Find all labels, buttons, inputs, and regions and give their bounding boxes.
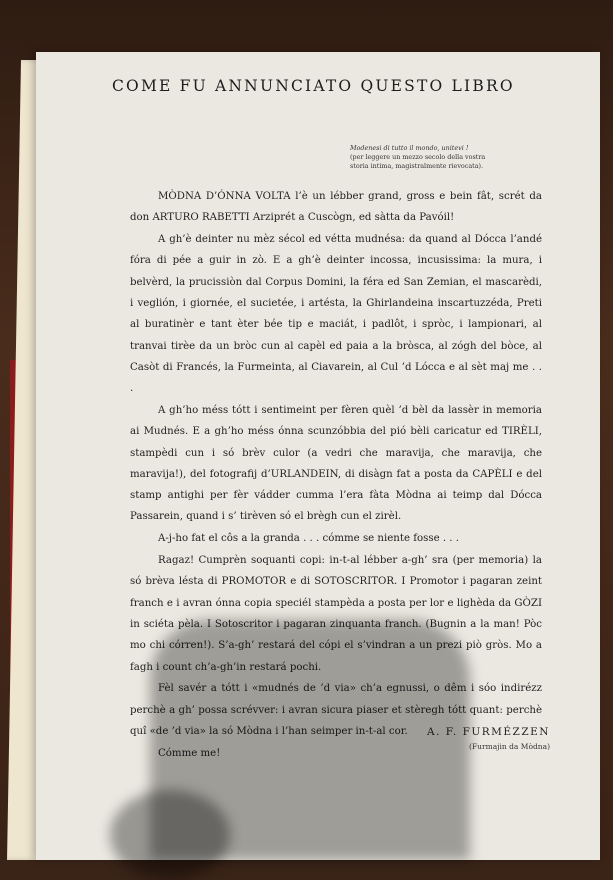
signature-name: A. F. FURMÉZZEN <box>427 726 550 738</box>
epigraph-line-2: (per leggere un mezzo secolo della vostra <box>350 153 486 161</box>
epigraph-line-3: storia intima, magistralmente rievocata). <box>350 162 484 170</box>
paragraph: Cómme me! <box>158 747 221 759</box>
signature-alias: (Furmajin da Mòdna) <box>469 742 550 751</box>
epigraph <box>350 144 550 171</box>
paragraph: Fèl savér a tótt i «mudnés de ’d via» ch’a egnussi, o dêm i sóo indirézz perchè a gh’ possa scrévver: i avran sicura piaser et stèregh tótt quant: perchè quî «de ’d via» la só Mòdna i l’han seimper in-t-al cor. <box>130 683 542 737</box>
paragraph: A gh’è deinter nu mèz sécol ed vétta mudnésa: da quand al Dócca l’andé fóra di pée a guir in zò. E a gh’è deinter incossa, incusissima: la mura, i belvèrd, la prucissiòn dal Corpus Domini, la féra ed San Zemian, el mascarèdi, i veglión, i giornée, el sucietée, i artésta, la Ghirlandeina inscartuzzéda, Preti al buratinèr e tant èter bée tip e maciát, i padlôt, i spròc, i lampionari, al tranvai tirèe da un bròc cun al capèl ed paia a la bròsca, al zógh del bòce, al Casòt di Francés, la Furmeinta, al Ciavarein, al Cul ’d Lócca e al sèt maj me . . . <box>130 234 542 395</box>
paragraph: MÒDNA D’ÓNNA VOLTA l’è un lébber grand, gross e bein fât, scrét da don ARTURO RABETTI Arziprét a Cuscògn, ed sàtta da Pavóil! <box>130 191 542 224</box>
page-title: COME FU ANNUNCIATO QUESTO LIBRO <box>112 77 515 95</box>
paragraph: A-j-ho fat el côs a la granda . . . cómme se niente fosse . . . <box>158 533 460 545</box>
paragraph: A gh’ho méss tótt i sentimeint per fèren quèl ’d bèl da lassèr in memoria ai Mudnés. E a gh’ho méss ónna scunzóbbia del pió bèli caricatur ed TIRÈLI, stampèdi cun i só brèv culor (a vedri che maravija, che maravija, che maravija!), del fotografij d’URLANDEIN, di disàgn fat a posta da CAPÈLI e del stamp antighi per fèr vádder cumma l’era fàta Mòdna ai teimp dal Dócca Passarein, quand i s’ tirèven só el brègh cun el zirèl. <box>130 404 542 523</box>
paragraph: Ragaz! Cumprèn soquanti copi: in-t-al lébber a-gh’ sra (per memoria) la só brèva lésta di PROMOTOR e di SOTOSCRITOR. I Promotor i pagaran zeint franch e i avran ónna copia speciél stampèda a posta per lor e lighèda da GÒZI in sciéta pèla. I Sotoscritor i pagaran zinquanta franch. (Bugnin a la man! Pòc mo chi córren!). S’a-gh’ restará del cópi el s’vindran a un prezi piò gròs. Mo a fagh i count ch’a-gh’in restará pochi. <box>130 555 542 673</box>
epigraph-line-1: Modenesi di tutto il mondo, unitevi ! <box>350 144 469 152</box>
hand-shadow-lower <box>110 790 230 880</box>
